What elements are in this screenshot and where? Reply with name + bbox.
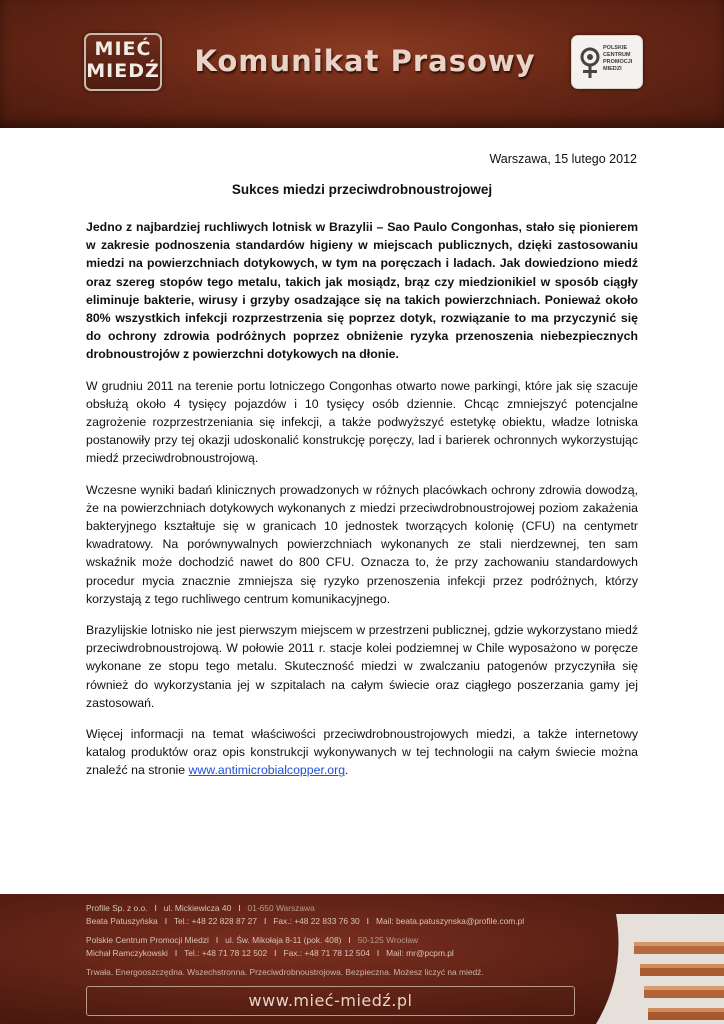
footer-separator: I (164, 916, 168, 926)
footer-company-2: Polskie Centrum Promocji Miedzi (86, 935, 209, 945)
footer-tagline: Trwała. Energooszczędna. Wszechstronna. Przeciwdrobnoustrojowa. Bezpieczna. Możesz liczyć na miedź. (86, 967, 484, 977)
footer-contact-2-mail: Mail: mr@pcpm.pl (386, 948, 454, 958)
copper-pipes-illustration (596, 914, 724, 1024)
footer-address-2: ul. Św. Mikołaja 8-11 (pok. 408) (225, 935, 342, 945)
footer-separator: I (348, 935, 351, 945)
footer-contact-1-name: Beata Patuszyńska (86, 916, 158, 926)
paragraph-5 (86, 725, 638, 780)
footer-separator: I (215, 935, 219, 945)
press-release-title: Komunikat Prasowy (194, 44, 536, 78)
paragraph-3: Wczesne wyniki badań klinicznych prowadzonych w różnych placówkach ochrony zdrowia dowodzą, że na powierzchniach dotykowych wykonanych z miedzi przeciwdrobnoustrojowej poziom zakażenia bakteryjnego kształtuje się w granicach 10 jednostek tworzących kolonię (CFU) na centymetr kwadratowy. Na porównywalnych powierzchniach wykonanych ze stali nierdzewnej, ten sam wskaźnik może dochodzić nawet do 800 CFU. Oznacza to, że przy zachowaniu standardowych procedur mycia znacznie zmniejsza się ryzyko przenoszenia infekcji przez podróżnych, którzy korzystają z tego ruchliwego centrum komunikacyjnego. (86, 482, 638, 606)
footer-row-3 (86, 935, 418, 945)
footer-row-2 (86, 916, 524, 926)
footer-separator: I (154, 903, 157, 913)
paragraph-5-end: . (345, 763, 349, 778)
footer-contact-2-fax: Fax.: +48 71 78 12 504 (283, 948, 370, 958)
footer-separator: I (366, 916, 369, 926)
footer (0, 894, 724, 1024)
footer-city-2: 50-125 Wrocław (357, 935, 419, 945)
footer-row-4 (86, 948, 454, 958)
footer-separator: I (274, 948, 277, 958)
website-link[interactable]: www.mieć-miedź.pl (86, 986, 575, 1016)
paragraph-4: Brazylijskie lotnisko nie jest pierwszym miejscem w przestrzeni publicznej, gdzie wykorzystano miedź przeciwdrobnoustrojową. W połowie 2011 r. stacje kolei podziemnej w Chile wyposażono w poręcze wykonane ze stopu tego metalu. Skuteczność miedzi w zwalczaniu patogenów przyczyniła się również do wykorzystania jej w szpitalach na całym świecie oraz ciągłego poszerzania gamy jej zastosowań. (86, 623, 638, 710)
document-body (86, 218, 638, 793)
footer-city-1: 01-650 Warszawa (247, 903, 315, 913)
copper-symbol-icon (578, 46, 602, 80)
pcpm-logo (571, 35, 643, 89)
footer-separator: I (376, 948, 380, 958)
footer-address-1: ul. Mickiewicza 40 (163, 903, 232, 913)
footer-separator: I (238, 903, 241, 913)
footer-separator: I (263, 916, 267, 926)
pcpm-line-4: MIEDZI (603, 66, 622, 72)
footer-contact-1-tel: Tel.: +48 22 828 87 27 (173, 916, 257, 926)
header-banner (0, 0, 724, 128)
footer-company-1: Profile Sp. z o.o. (86, 903, 148, 913)
footer-contact-1-fax: Fax.: +48 22 833 76 30 (273, 916, 360, 926)
logo-left-line1: MIEĆ (94, 38, 152, 60)
miec-miedz-logo (84, 33, 162, 91)
footer-contact-2-tel: Tel.: +48 71 78 12 502 (184, 948, 268, 958)
pcpm-logo-text (603, 45, 641, 73)
antimicrobialcopper-link[interactable]: www.antimicrobialcopper.org (188, 763, 346, 778)
footer-contact-2-name: Michał Ramczykowski (86, 948, 168, 958)
footer-separator: I (174, 948, 178, 958)
document-title: Sukces miedzi przeciwdrobnoustrojowej (231, 182, 493, 197)
logo-left-line2: MIEDŹ (86, 60, 160, 82)
footer-row-1 (86, 903, 315, 913)
paragraph-5-text: Więcej informacji na temat właściwości przeciwdrobnoustrojowych miedzi, a także internetowy katalog produktów oraz opis konstrukcji wykonywanych w tej technologii na całym świecie można znaleźć na stronie (86, 727, 638, 778)
footer-contact-1-mail: Mail: beata.patuszynska@profile.com.pl (375, 916, 525, 926)
pcpm-line-1: POLSKIE (603, 45, 628, 51)
release-date: Warszawa, 15 lutego 2012 (489, 152, 637, 166)
pcpm-line-3: PROMOCJI (603, 59, 633, 65)
paragraph-2: W grudniu 2011 na terenie portu lotniczego Congonhas otwarto nowe parkingi, które jak się szacuje obsłużą około 4 tysięcy pojazdów i 10 tysięcy osób dziennie. Chcąc zmniejszyć potencjalne zagrożenie rozprzestrzeniania się infekcji, a także podwyższyć estetykę obiektu, władze lotniska postanowiły przy tej okazji udoskonalić konstrukcję poręczy, lad i barierek ochronnych wykorzystując miedź przeciwdrobnoustrojową. (86, 378, 638, 466)
lead-paragraph: Jedno z najbardziej ruchliwych lotnisk w Brazylii – Sao Paulo Congonhas, stało się pionierem w zakresie podnoszenia standardów higieny w miejscach publicznych, dzięki zastosowaniu miedzi na powierzchniach dotykowych, w tym na poręczach i ladach. Jak dowiedziono miedź oraz szereg stopów tego metalu, takich jak mosiądz, brąz czy miedzionikiel w sposób ciągły eliminuje bakterie, wirusy i grzyby osadzające się na takich powierzchniach. Ponieważ około 80% wszystkich infekcji rozprzestrzenia się poprzez dotyk, rozwiązanie to ma przyczynić się do ochrony zdrowia podróżnych poprzez obniżenie ryzyka przenoszenia niebezpiecznych drobnoustrojów z powierzchni dotykowych na dłonie. (86, 220, 638, 362)
pcpm-line-2: CENTRUM (603, 52, 631, 58)
